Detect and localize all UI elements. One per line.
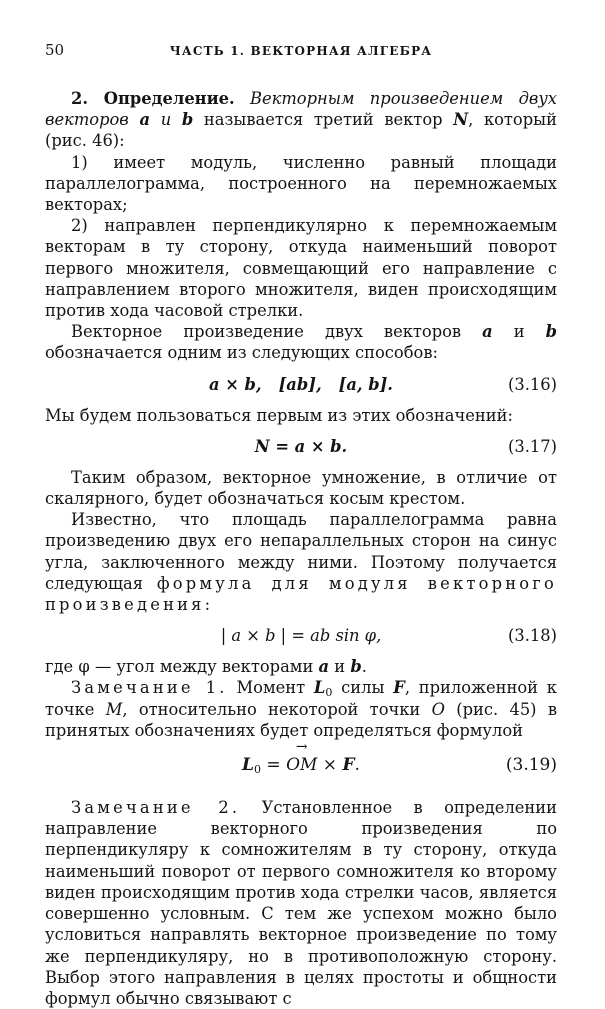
subscript: 0: [254, 763, 261, 777]
property-item-2: 2) направлен перпендикулярно к перемножаемым векторам в ту сторону, откуда наименьший поворот первого множителя, совмещающий его направление с направлением второго множителя, виден происходящим против хода часовой стрелки.: [45, 216, 557, 321]
notation-choice-line: Мы будем пользоваться первым из этих обозначений:: [45, 405, 513, 425]
definition-paragraph: [45, 88, 557, 152]
notation-paragraph: [45, 321, 557, 363]
conjunction: и: [160, 110, 172, 130]
notation-text-end: обозначается одним из следующих способов:: [45, 343, 438, 363]
vector-l: L: [242, 755, 254, 776]
remark-text: Установленное в определении направление векторного произведения по перпендикуляру к сомножителям в ту сторону, откуда наименьший поворот от первого сомножителя ко второму виден происходящим против хода стрелки часов, является совершенно условным. С тем же успехом можно было условиться направлять векторное произведение по тому же перпендикуляру, но в противоположную сторону. Выбор этого направления в целях простоты и общности формул обычно связывают с: [45, 798, 557, 1008]
equation-expression: a × b, [ab], [a, b].: [209, 374, 393, 394]
vector-b: b: [350, 657, 362, 677]
remark-text: , приложенной к точке: [45, 678, 557, 719]
vector-l: L: [313, 678, 326, 698]
definition-title: 2. Определение.: [71, 89, 235, 108]
equation-number: (3.19): [505, 755, 557, 776]
remark-text: Момент: [236, 678, 306, 698]
cross-sign-paragraph: Таким образом, векторное умножение, в отличие от скалярного, будет обозначаться косым крестом.: [45, 467, 557, 509]
subscript: 0: [325, 686, 333, 700]
definition-term: Векторным произведением двух векторов: [45, 89, 557, 130]
remark-2-paragraph: [45, 797, 557, 1009]
definition-text-end: , который (рис. 46):: [45, 110, 557, 151]
vector-f: F: [342, 755, 355, 776]
phi-text: где φ — угол между векторами: [45, 657, 314, 677]
notation-text: Векторное произведение двух векторов: [71, 322, 462, 342]
point-o: O: [431, 699, 445, 719]
remark-text: (рис. 45) в принятых обозначениях будет определяться формулой: [45, 699, 557, 740]
page-number: 50: [45, 41, 65, 59]
remark-text: , относительно некоторой точки: [122, 699, 421, 719]
equals-sign: =: [261, 755, 287, 776]
area-paragraph: [45, 509, 557, 615]
remark-label: Замечание 2.: [71, 798, 241, 818]
point-m: M: [105, 699, 123, 719]
area-text: Известно, что площадь параллелограмма равна произведению двух его непараллельных сторон на синус угла, заключенного между ними. Поэтому получается следующая: [45, 510, 557, 593]
vector-f: F: [393, 678, 405, 698]
book-page: [45, 40, 557, 1009]
vector-om: → OM: [286, 755, 317, 776]
property-item-1: 1) имеет модуль, численно равный площади параллелограмма, построенного на перемножаемых векторах;: [45, 152, 557, 215]
period: .: [354, 755, 360, 776]
vector-n: N: [453, 110, 469, 130]
conjunction: и: [513, 322, 525, 342]
vector-b: b: [545, 322, 557, 342]
running-header: [45, 40, 557, 62]
vector-a: a: [318, 657, 330, 677]
spaced-emphasis: формула для модуля векторного произведения:: [45, 573, 557, 615]
period: .: [361, 657, 367, 677]
equation-expression: N = a × b.: [254, 436, 348, 456]
equation-3-18: [45, 625, 557, 646]
equation-number: (3.17): [508, 436, 557, 456]
definition-text: называется третий вектор: [203, 110, 443, 130]
phi-definition-line: [45, 656, 557, 677]
equation-expression: [242, 755, 360, 776]
remark-label: Замечание 1.: [71, 678, 228, 698]
equation-3-19: [45, 755, 557, 781]
equation-number: (3.18): [508, 626, 557, 646]
equation-3-17: [45, 436, 557, 457]
conjunction: и: [334, 657, 346, 677]
remark-text: силы: [341, 678, 385, 698]
vector-a: a: [139, 110, 151, 130]
remark-1-paragraph: [45, 677, 557, 741]
times-sign: ×: [317, 755, 343, 776]
vector-a: a: [482, 322, 493, 342]
running-title: ЧАСТЬ 1. ВЕКТОРНАЯ АЛГЕБРА: [169, 44, 433, 58]
equation-expression: | a × b | = ab sin φ,: [220, 626, 382, 646]
vector-b: b: [181, 110, 194, 130]
equation-3-16: [45, 374, 557, 395]
equation-number: (3.16): [508, 374, 557, 394]
